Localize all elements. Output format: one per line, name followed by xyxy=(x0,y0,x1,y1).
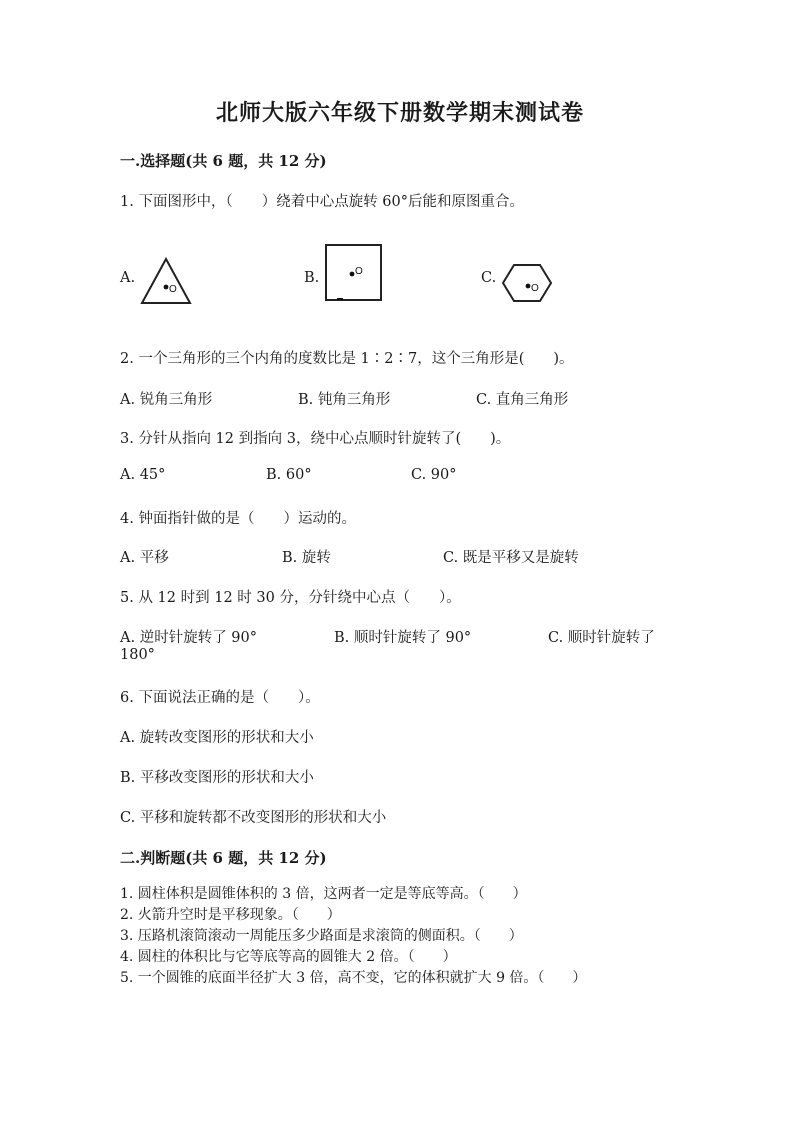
q4-option-c: C. 既是平移又是旋转 xyxy=(443,550,579,566)
q5-option-c: C. 顺时针旋转了 xyxy=(548,630,655,646)
q3-option-a: A. 45° xyxy=(120,467,166,483)
question-3-text: 3. 分针从指向 12 到指向 3，绕中心点顺时针旋转了( )。 xyxy=(120,431,511,447)
q4-option-a: A. 平移 xyxy=(120,550,169,566)
center-point-label: O xyxy=(531,283,539,294)
q4-option-b: B. 旋转 xyxy=(282,550,331,566)
question-1-text: 1. 下面图形中，（ ）绕着中心点旋转 60°后能和原图重合。 xyxy=(120,194,525,210)
true-false-item: 3. 压路机滚筒滚动一周能压多少路面是求滚筒的侧面积。（ ） xyxy=(120,928,523,944)
section-heading-choice: 一.选择题(共 6 题，共 12 分) xyxy=(120,152,327,170)
question-6-text: 6. 下面说法正确的是（ ）。 xyxy=(120,690,320,706)
q5-option-c-continued: 180° xyxy=(120,647,155,663)
true-false-item: 5. 一个圆锥的底面半径扩大 3 倍，高不变，它的体积就扩大 9 倍。（ ） xyxy=(120,970,587,986)
hexagon-figure xyxy=(502,264,552,302)
true-false-item: 1. 圆柱体积是圆锥体积的 3 倍，这两者一定是等底等高。（ ） xyxy=(120,886,527,902)
q1-option-c-label: C. xyxy=(481,270,497,286)
square-figure xyxy=(325,244,383,302)
section-heading-true-false: 二.判断题(共 6 题，共 12 分) xyxy=(120,849,327,867)
true-false-item: 2. 火箭升空时是平移现象。（ ） xyxy=(120,907,341,923)
q6-option-b: B. 平移改变图形的形状和大小 xyxy=(120,770,314,786)
center-point-label: O xyxy=(355,266,363,277)
question-2-text: 2. 一个三角形的三个内角的度数比是 1∶2∶7，这个三角形是( )。 xyxy=(120,351,574,367)
q3-option-b: B. 60° xyxy=(266,467,312,483)
q3-option-c: C. 90° xyxy=(411,467,457,483)
page-title: 北师大版六年级下册数学期末测试卷 xyxy=(215,100,584,126)
q5-option-b: B. 顺时针旋转了 90° xyxy=(334,630,472,646)
center-point-label: O xyxy=(169,284,177,295)
true-false-item: 4. 圆柱的体积比与它等底等高的圆锥大 2 倍。（ ） xyxy=(120,949,457,965)
question-4-text: 4. 钟面指针做的是（ ）运动的。 xyxy=(120,511,356,527)
question-5-text: 5. 从 12 时到 12 时 30 分，分针绕中心点（ ）。 xyxy=(120,590,461,606)
q2-option-c: C. 直角三角形 xyxy=(476,392,569,408)
q1-option-a-label: A. xyxy=(120,270,136,286)
triangle-figure xyxy=(140,256,192,306)
q6-option-a: A. 旋转改变图形的形状和大小 xyxy=(120,730,314,746)
q2-option-a: A. 锐角三角形 xyxy=(120,392,213,408)
q2-option-b: B. 钝角三角形 xyxy=(298,392,391,408)
q1-option-b-label: B. xyxy=(304,270,320,286)
q6-option-c: C. 平移和旋转都不改变图形的形状和大小 xyxy=(120,810,387,826)
q5-option-a: A. 逆时针旋转了 90° xyxy=(120,630,257,646)
